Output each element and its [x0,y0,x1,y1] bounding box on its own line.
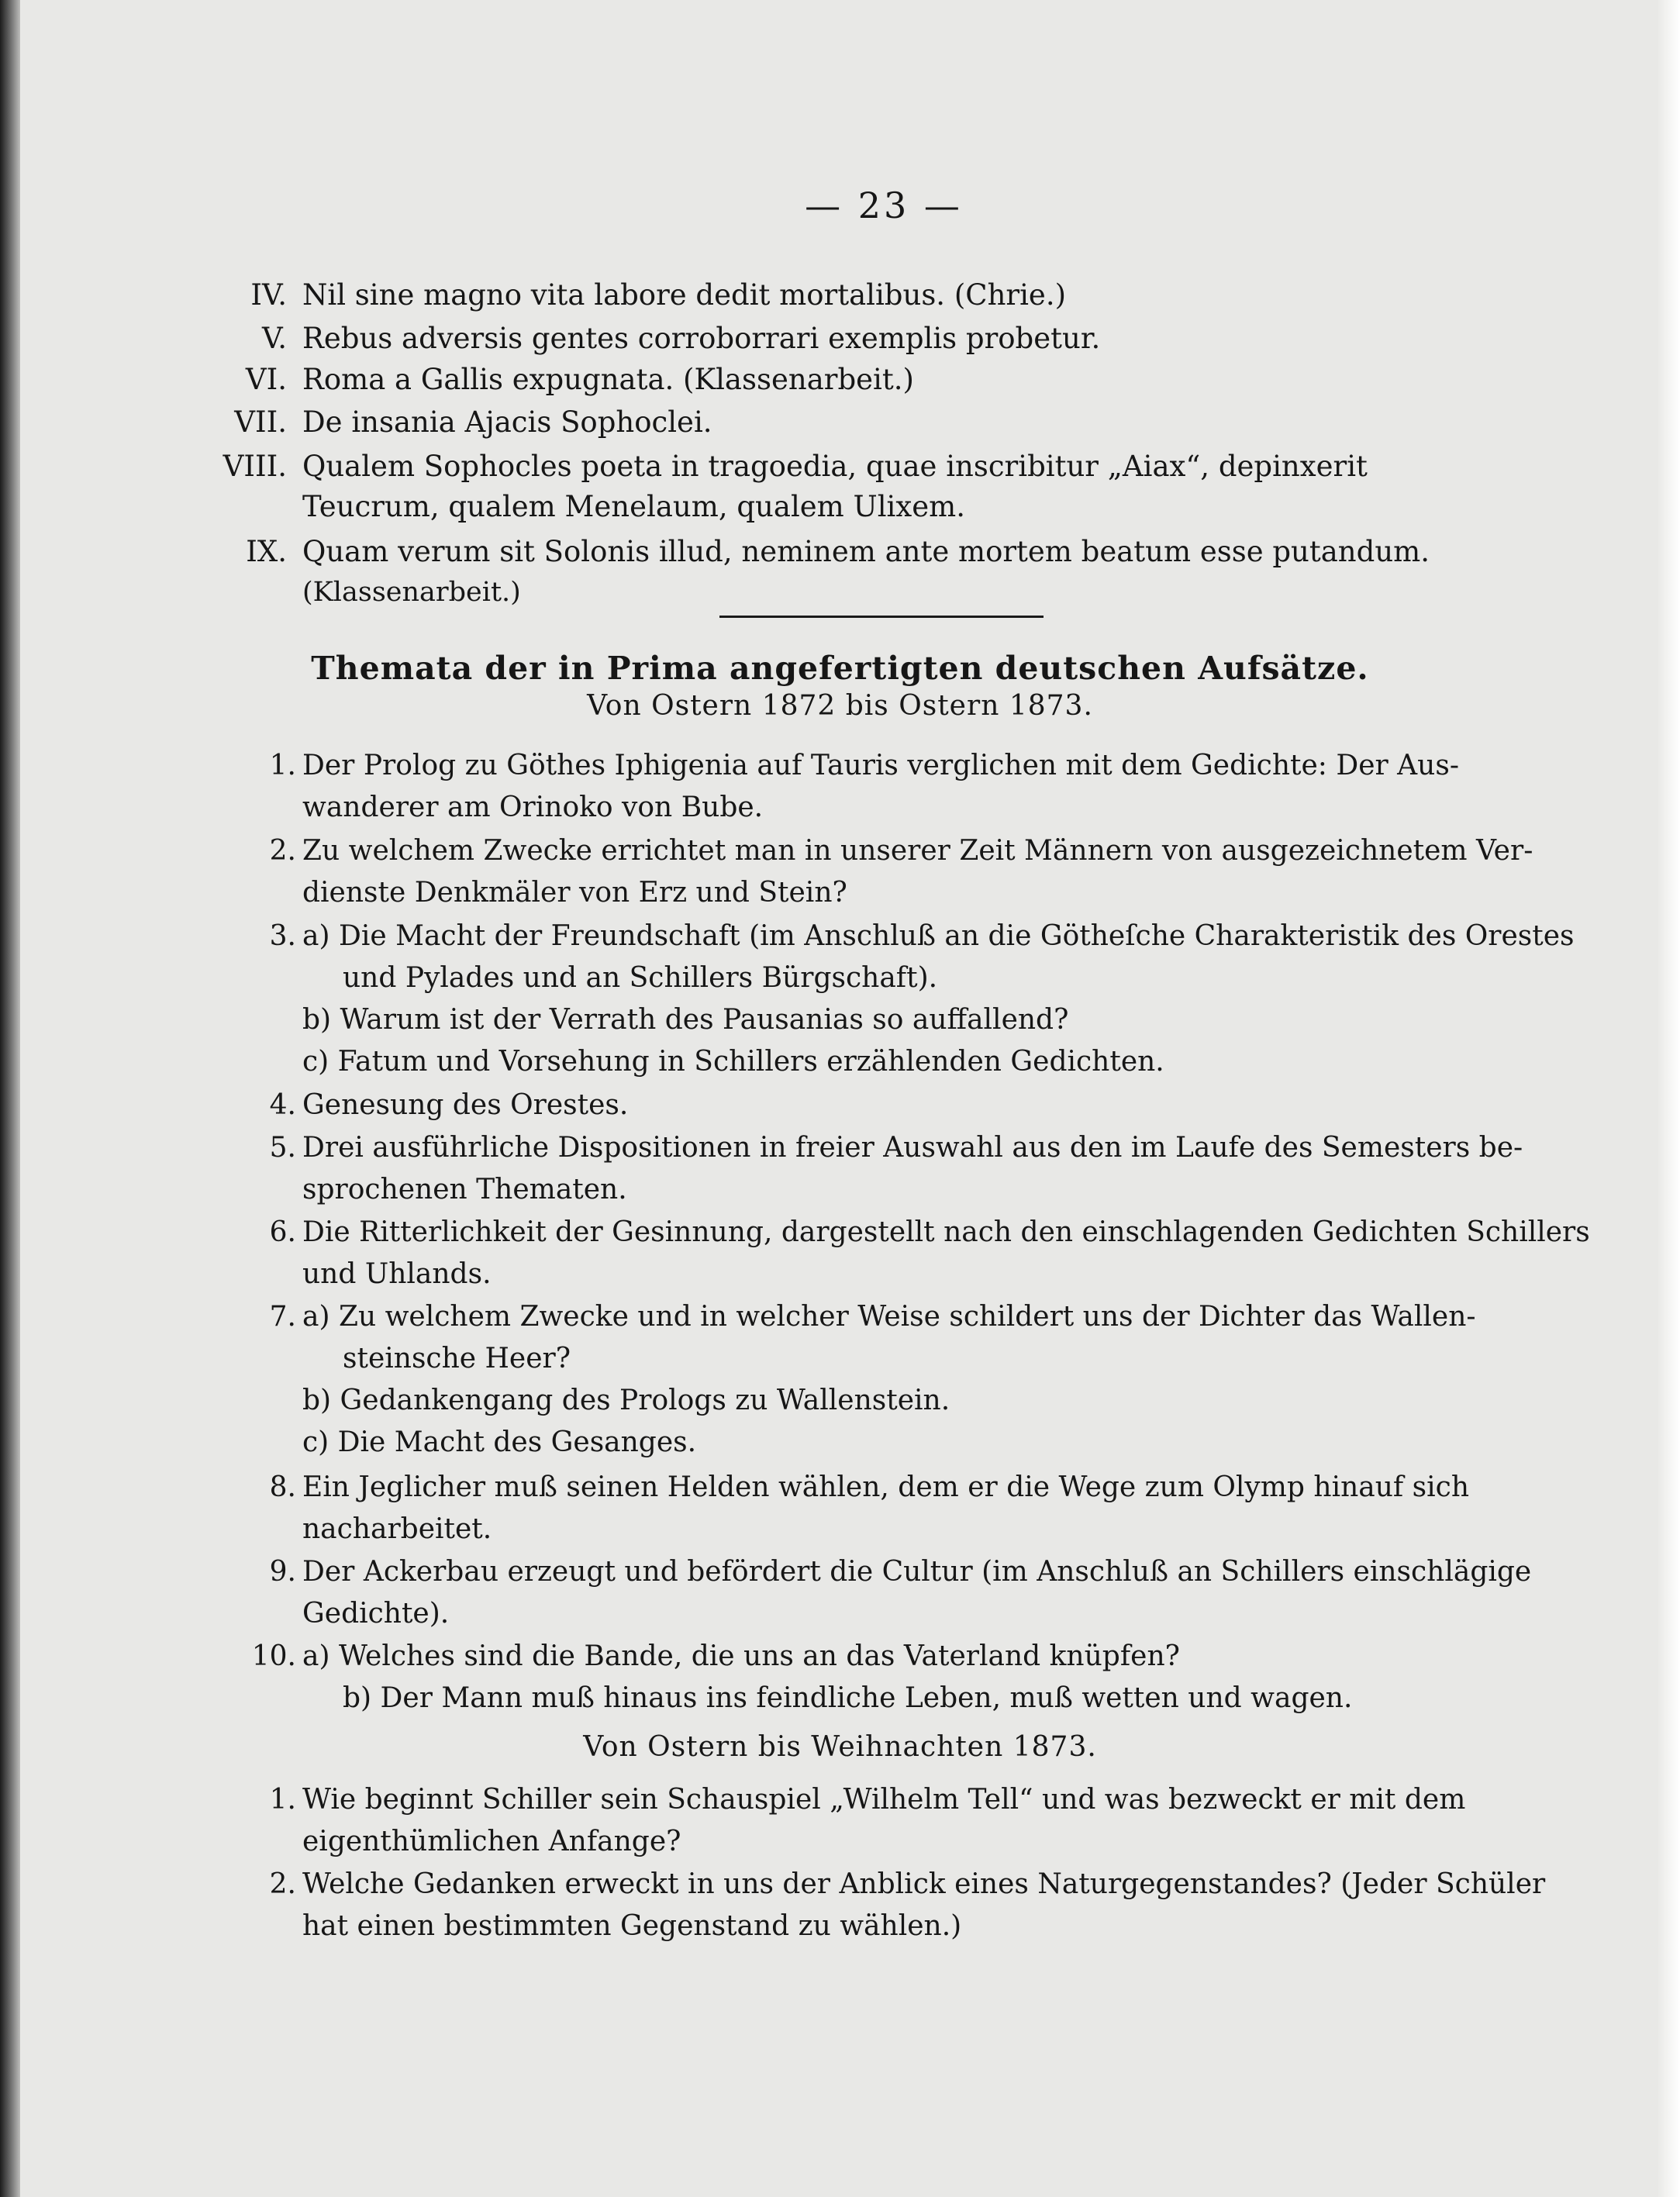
item-text: Roma a Gallis expugnata. (Klassenarbeit.) [302,363,914,396]
item-number: V. [261,322,287,355]
item-text: a) Welches sind die Bande, die uns an das Vaterland knüpfen? [302,1640,1180,1672]
period-heading-2: Von Ostern bis Weihnachten 1873. [583,1731,1097,1763]
item-text: Der Ackerbau erzeugt und befördert die Cultur (im Anschluß an Schillers einschlägige [302,1556,1532,1588]
item-number: 7. [269,1301,296,1333]
item-text: Ein Jeglicher muß seinen Helden wählen, dem er die Wege zum Olymp hinauf sich [302,1471,1470,1503]
item-text-sub-b: b) Warum ist der Verrath des Pausanias so auffallend? [302,1004,1069,1036]
section-divider [719,616,1044,618]
page-edge-shadow [0,0,20,2197]
theme-item-3 [269,916,1582,1083]
item-number: 10. [251,1640,296,1672]
item-text-continued: wanderer am Orinoko von Bube. [302,792,764,823]
item-text-continued: und Pylades und an Schillers Bürgschaft). [343,962,938,994]
latin-item-viii [223,447,1574,527]
item-text-continued: hat einen bestimmten Gegenstand zu wählen.) [302,1910,962,1942]
theme-item-5 [269,1127,1582,1211]
item-text-sub-b: b) Gedankengang des Prologs zu Wallenstein. [302,1385,950,1416]
item-text: Wie beginnt Schiller sein Schauspiel „Wilhelm Tell“ und was bezweckt er mit dem [302,1784,1466,1816]
item-text-continued: sprochenen Thematen. [302,1174,627,1205]
latin-item-ix [246,532,1574,612]
period-heading: Von Ostern 1872 bis Ostern 1873. [587,690,1093,722]
item-number: 8. [269,1471,296,1503]
item-number: 2. [269,835,296,867]
item-text-continued: steinsche Heer? [343,1343,571,1374]
item-number: VIII. [223,450,287,483]
item-text: Drei ausführliche Dispositionen in freier Auswahl aus den im Laufe des Semesters be- [302,1132,1523,1164]
item-text-sub-c: c) Fatum und Vorsehung in Schillers erzählenden Gedichten. [302,1046,1164,1078]
page-edge-margin [1657,0,1680,2197]
item-text: Der Prolog zu Göthes Iphigenia auf Tauris verglichen mit dem Gedichte: Der Aus- [302,750,1459,781]
item-number: IX. [246,535,287,568]
item-text: a) Zu welchem Zwecke und in welcher Weise schildert uns der Dichter das Wallen- [302,1301,1476,1333]
item-text-continued: nacharbeitet. [302,1513,492,1545]
item-text: Zu welchem Zwecke errichtet man in unserer Zeit Männern von ausgezeichnetem Ver- [302,835,1533,867]
item-text: De insania Ajacis Sophoclei. [302,405,712,439]
page-number: — 23 — [805,185,963,226]
item-number: 1. [269,750,296,781]
item-note: (Klassenarbeit.) [302,577,521,608]
item-number: 1. [269,1784,296,1816]
item-number: 9. [269,1556,296,1588]
item-text: Nil sine magno vita labore dedit mortalibus. (Chrie.) [302,278,1067,312]
item-text: Rebus adversis gentes corroborrari exemplis probetur. [302,322,1101,355]
item-text-continued: Teucrum, qualem Menelaum, qualem Ulixem. [302,490,965,523]
item-number: 4. [269,1089,296,1121]
theme-item-9 [269,1551,1582,1635]
theme-item-7 [269,1296,1582,1464]
item-text: a) Die Macht der Freundschaft (im Anschluß an die Götheſche Charakteristik des Orestes [302,920,1575,952]
item-number: 5. [269,1132,296,1164]
theme-item-1 [269,745,1582,829]
item-number: 3. [269,920,296,952]
item-number: 6. [269,1216,296,1248]
latin-item-vi [245,360,1574,400]
theme-item-8 [269,1467,1582,1550]
item-text-continued: eigenthümlichen Anfange? [302,1826,681,1857]
item-number: IV. [250,278,287,312]
item-text: Welche Gedanken erweckt in uns der Anblick eines Naturgegenstandes? (Jeder Schüler [302,1868,1546,1900]
item-number: VII. [234,405,287,439]
item-text-continued: Gedichte). [302,1598,450,1630]
theme-item-6 [269,1212,1590,1295]
item-text-sub-b: b) Der Mann muß hinaus ins feindliche Leben, muß wetten und wagen. [343,1682,1353,1714]
theme-item-4 [269,1085,1582,1126]
latin-item-iv [250,275,1574,316]
latin-item-vii [234,402,1574,443]
item-text-sub-c: c) Die Macht des Gesanges. [302,1426,697,1458]
theme-item-10 [251,1636,1582,1719]
item-text: Quam verum sit Solonis illud, neminem ante mortem beatum esse putandum. [302,535,1430,568]
item-number: 2. [269,1868,296,1900]
item-text: Die Ritterlichkeit der Gesinnung, dargestellt nach den einschlagenden Gedichten Schillers [302,1216,1590,1248]
item-text: Qualem Sophocles poeta in tragoedia, quae inscribitur „Aiax“, depinxerit [302,450,1368,483]
latin-item-v [261,319,1574,359]
theme-item-2 [269,830,1582,914]
theme-item-b2 [269,1864,1582,1947]
item-text: Genesung des Orestes. [302,1089,629,1121]
item-text-continued: und Uhlands. [302,1258,492,1290]
item-number: VI. [245,363,287,396]
item-text-continued: dienste Denkmäler von Erz und Stein? [302,877,847,909]
theme-item-b1 [269,1779,1582,1863]
section-heading: Themata der in Prima angefertigten deutschen Aufsätze. [311,650,1369,687]
